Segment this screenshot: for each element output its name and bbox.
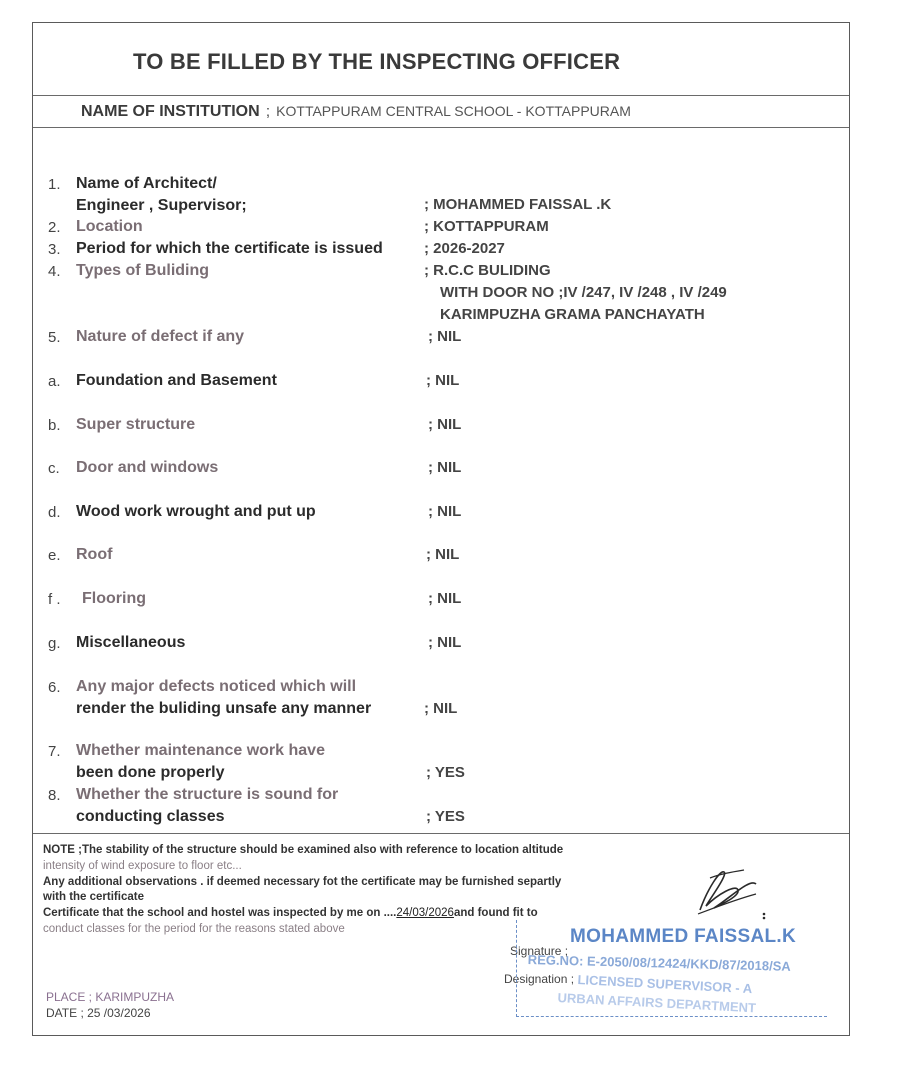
item-answer: ; YES (426, 808, 465, 825)
divider-institution (33, 127, 849, 128)
item-num: 4. (48, 263, 61, 280)
item-label: Door and windows (76, 459, 219, 476)
item-label: Engineer , Supervisor; (76, 197, 247, 214)
item-label: Whether maintenance work have (76, 742, 325, 759)
item-answer: ; NIL (428, 503, 462, 520)
date-line: DATE ; 25 /03/2026 (46, 1006, 151, 1020)
item-num: f . (48, 591, 61, 608)
item-label: Wood work wrought and put up (76, 503, 316, 520)
stamp-reg-no: REG.NO: E-2050/08/12424/KKD/87/2018/SA (527, 952, 791, 974)
signature-mark-icon (660, 848, 780, 928)
item-answer: ; YES (426, 764, 465, 781)
item-label: Location (76, 218, 143, 235)
note-line-6: conduct classes for the period for the reasons stated above (43, 923, 345, 935)
item-num: 8. (48, 787, 61, 804)
note-line-5a: Certificate that the school and hostel was inspected by me on .... (43, 907, 397, 919)
item-label: Flooring (82, 590, 146, 607)
item-answer: ; NIL (428, 328, 462, 345)
page-title: TO BE FILLED BY THE INSPECTING OFFICER (133, 49, 621, 74)
item-num: b. (48, 417, 61, 434)
note-line-5 (43, 907, 538, 919)
divider-note (33, 833, 849, 834)
item-num: a. (48, 373, 61, 390)
institution-value: KOTTAPPURAM CENTRAL SCHOOL - KOTTAPPURAM (276, 103, 631, 119)
item-answer: ; KOTTAPPURAM (424, 218, 549, 235)
item-label: Nature of defect if any (76, 328, 245, 345)
item-label: been done properly (76, 764, 225, 781)
item-num: 7. (48, 743, 61, 760)
stamp-license: LICENSED SUPERVISOR - A (577, 972, 753, 997)
item-num: 5. (48, 329, 61, 346)
item-num: 1. (48, 176, 61, 193)
item-label: Miscellaneous (76, 634, 186, 651)
item-label: Period for which the certificate is issued (76, 240, 383, 257)
item-num: 2. (48, 219, 61, 236)
item-answer: ; NIL (426, 372, 460, 389)
item-num: 6. (48, 679, 61, 696)
stamp-name: MOHAMMED FAISSAL.K (570, 926, 797, 947)
item-answer: ; NIL (426, 546, 460, 563)
item-answer-line-2: WITH DOOR NO ;IV /247, IV /248 , IV /249 (440, 284, 727, 301)
note-line-5b: and found fit to (453, 907, 538, 919)
item-answer-line-3: KARIMPUZHA GRAMA PANCHAYATH (440, 306, 705, 323)
item-label: Foundation and Basement (76, 372, 277, 389)
note-line-4: with the certificate (43, 891, 144, 903)
item-label: Whether the structure is sound for (76, 786, 339, 803)
item-num: e. (48, 547, 61, 564)
item-answer: ; NIL (428, 634, 462, 651)
institution-row (81, 103, 631, 121)
item-answer: ; NIL (428, 416, 462, 433)
institution-sep: ; (265, 103, 270, 120)
item-num: d. (48, 504, 61, 521)
item-num: g. (48, 635, 61, 652)
item-label: conducting classes (76, 808, 225, 825)
item-label: Name of Architect/ (76, 175, 217, 192)
institution-label: NAME OF INSTITUTION (81, 103, 260, 120)
designation-label: Designation ; (504, 972, 575, 986)
item-answer: ; R.C.C BULIDING (424, 262, 551, 279)
item-label: Super structure (76, 416, 196, 433)
note-line-1: NOTE ;The stability of the structure should be examined also with reference to location altitude (43, 844, 564, 856)
item-label: render the buliding unsafe any manner (76, 700, 372, 717)
item-num: c. (48, 460, 60, 477)
item-label: Types of Buliding (76, 262, 210, 279)
signature-label: Signature ; (510, 944, 569, 958)
item-answer: ; NIL (428, 459, 462, 476)
item-label: Any major defects noticed which will (76, 678, 357, 695)
item-answer: ; NIL (428, 590, 462, 607)
item-label: Roof (76, 546, 113, 563)
item-num: 3. (48, 241, 61, 258)
divider-title (33, 95, 849, 96)
place-line: PLACE ; KARIMPUZHA (46, 990, 175, 1004)
stamp-department: URBAN AFFAIRS DEPARTMENT (557, 990, 757, 1016)
item-answer: ; MOHAMMED FAISSAL .K (424, 196, 612, 213)
note-line-3: Any additional observations . if deemed necessary fot the certificate may be furnished separtly (43, 876, 562, 888)
inspection-date: 24/03/2026 (396, 907, 454, 919)
note-line-2: intensity of wind exposure to floor etc... (43, 860, 242, 872)
item-answer: ; NIL (424, 700, 458, 717)
item-answer: ; 2026-2027 (424, 240, 505, 257)
